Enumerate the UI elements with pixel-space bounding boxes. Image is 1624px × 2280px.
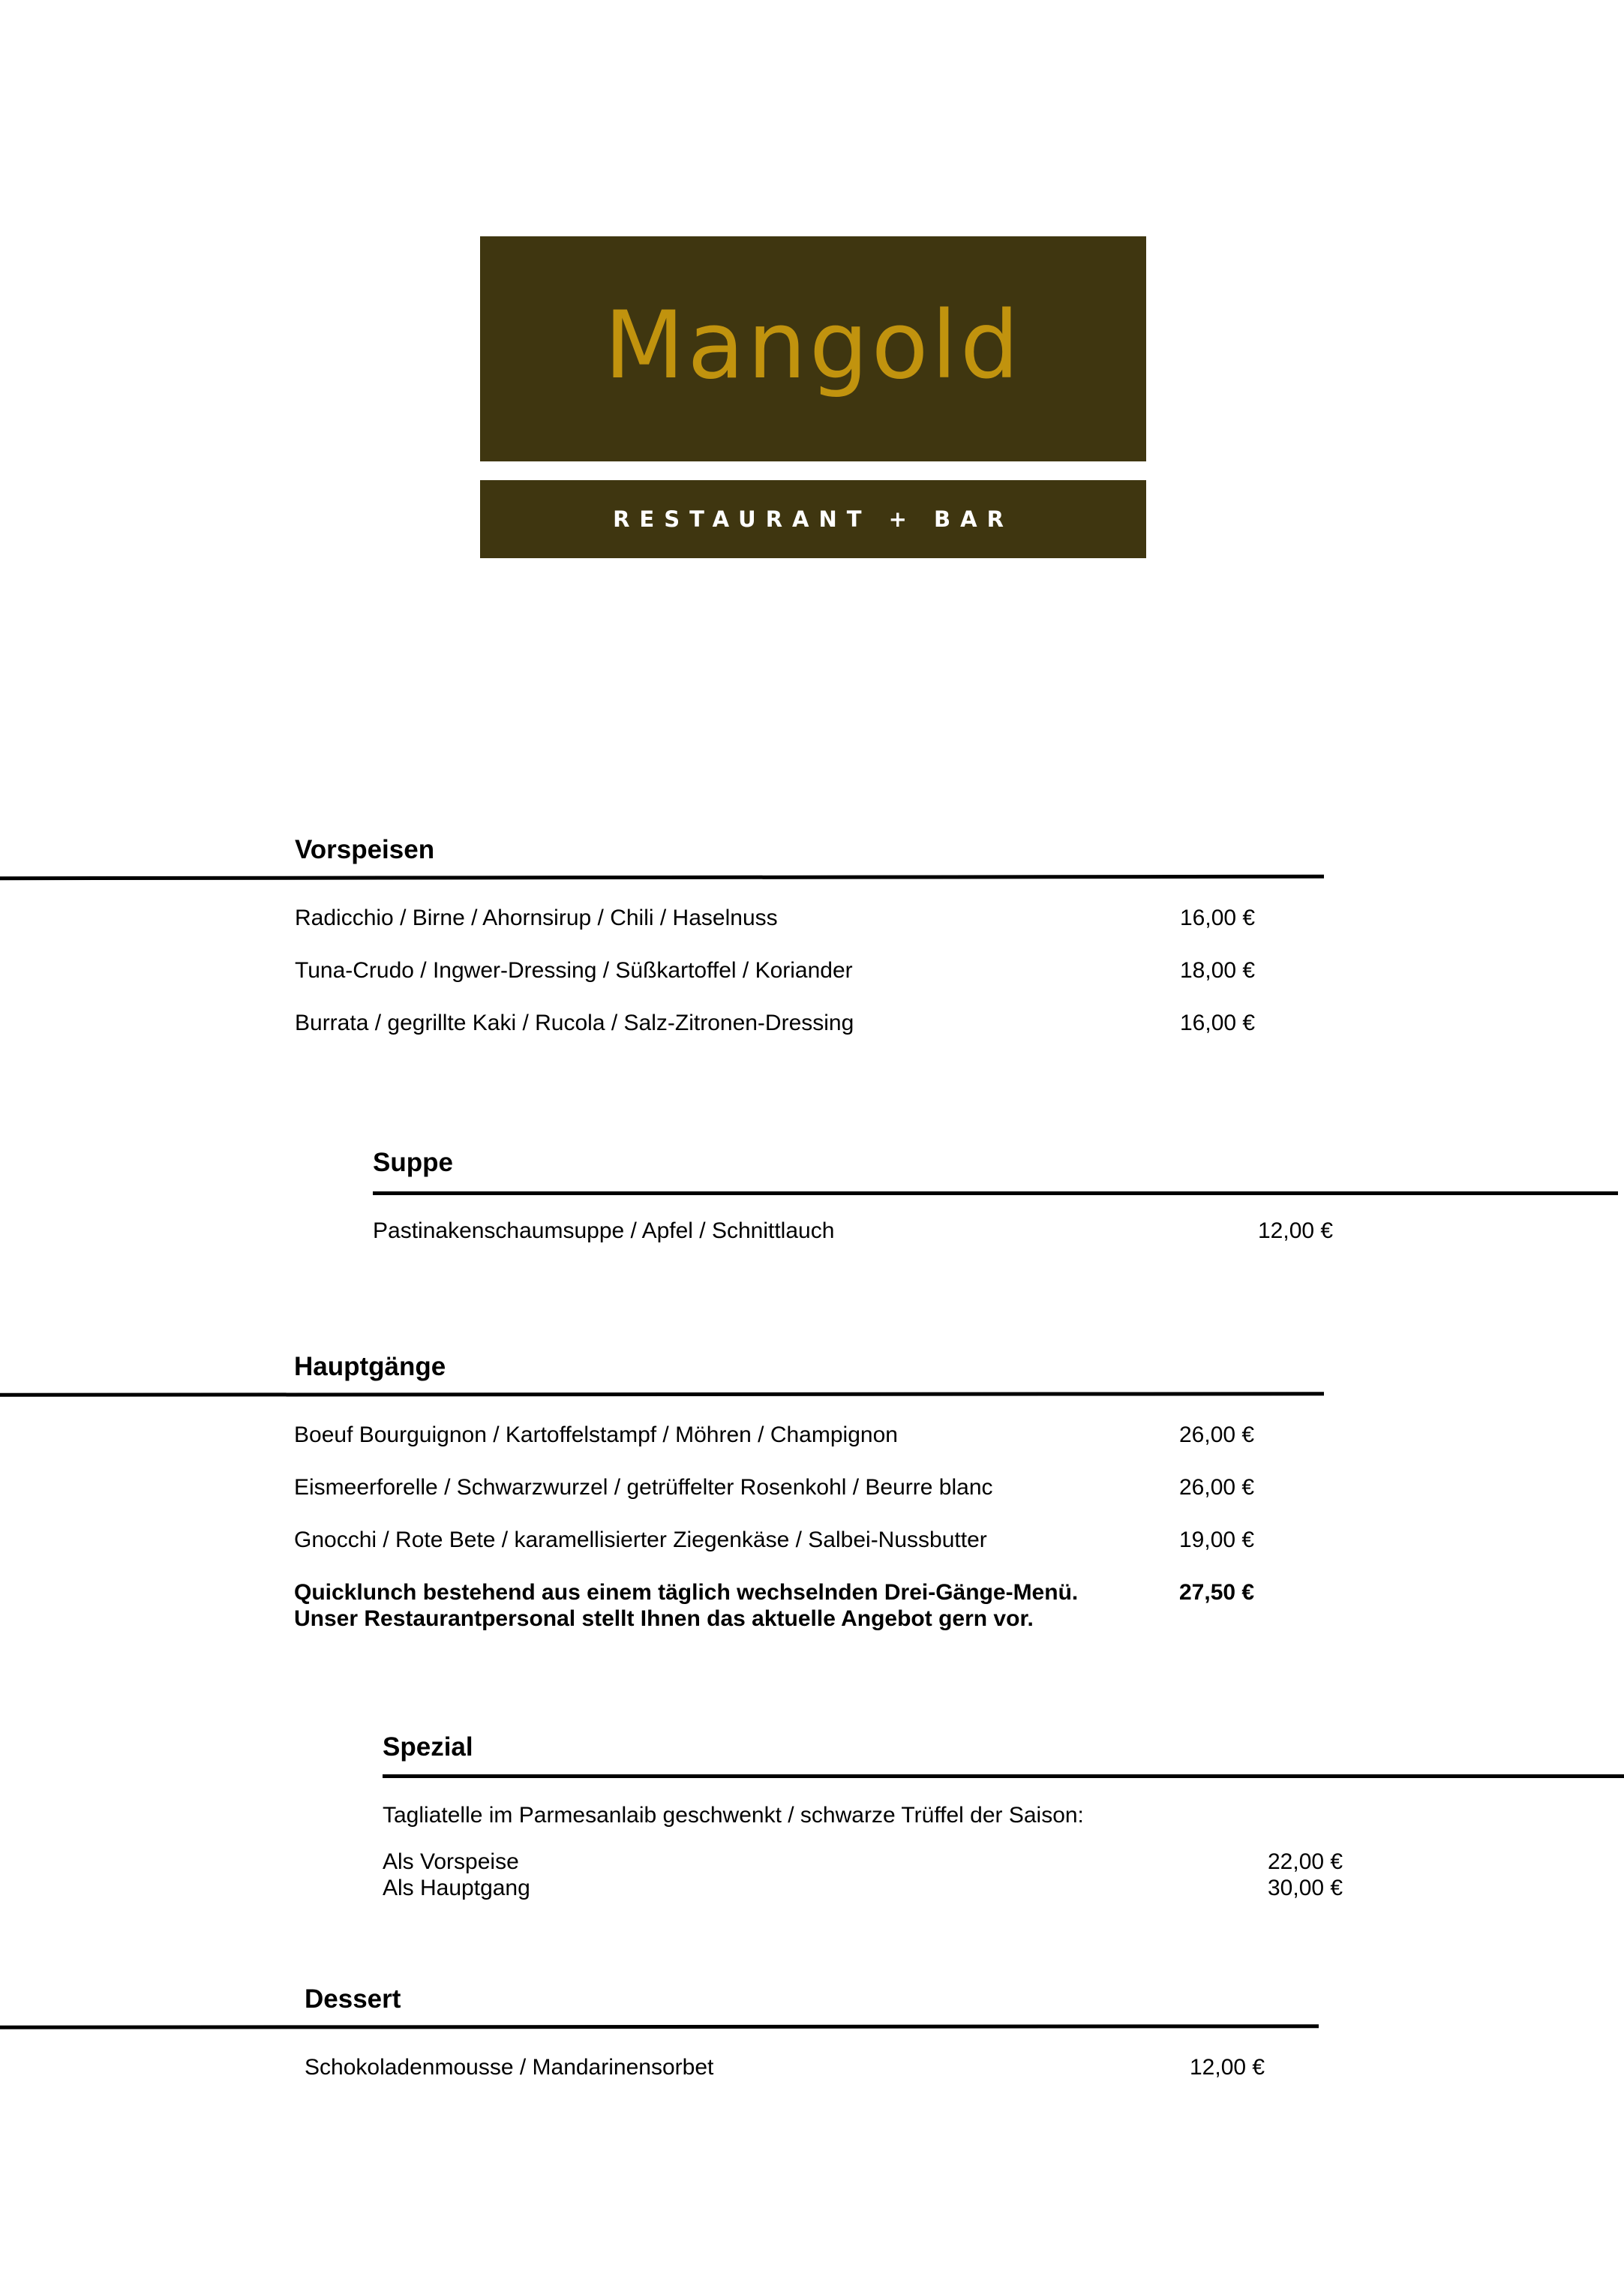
menu-item-price: 26,00 € <box>1179 1422 1255 1447</box>
section-title: Dessert <box>305 1984 401 2014</box>
menu-item-name: Burrata / gegrillte Kaki / Rucola / Salz-Zitronen-Dressing <box>295 1011 854 1035</box>
section-divider <box>0 875 1324 880</box>
menu-item-name: Boeuf Bourguignon / Kartoffelstampf / Möhren / Champignon <box>294 1422 898 1447</box>
logo-tagline: RESTAURANT + BAR <box>613 506 1013 532</box>
menu-item-name: Gnocchi / Rote Bete / karamellisierter Ziegenkäse / Salbei-Nussbutter <box>294 1528 987 1552</box>
quicklunch-line2: Unser Restaurantpersonal stellt Ihnen das aktuelle Angebot gern vor. <box>294 1606 1034 1631</box>
section-title: Spezial <box>383 1732 473 1762</box>
menu-item-name: Radicchio / Birne / Ahornsirup / Chili / Haselnuss <box>295 906 778 930</box>
quicklunch-price: 27,50 € <box>1179 1580 1255 1605</box>
section-title: Vorspeisen <box>295 835 435 864</box>
menu-item-price: 16,00 € <box>1180 1011 1256 1035</box>
spezial-option-price: 22,00 € <box>1268 1849 1343 1874</box>
spezial-option-name: Als Hauptgang <box>383 1876 530 1900</box>
menu-item-price: 12,00 € <box>1190 2055 1265 2080</box>
section-title: Suppe <box>373 1148 453 1177</box>
menu-item-name: Eismeerforelle / Schwarzwurzel / getrüffelter Rosenkohl / Beurre blanc <box>294 1475 993 1500</box>
spezial-description: Tagliatelle im Parmesanlaib geschwenkt / schwarze Trüffel der Saison: <box>383 1803 1084 1828</box>
section-divider <box>373 1191 1618 1195</box>
menu-item-price: 12,00 € <box>1258 1218 1334 1243</box>
quicklunch-line1: Quicklunch bestehend aus einem täglich wechselnden Drei-Gänge-Menü. <box>294 1580 1079 1605</box>
spezial-option-name: Als Vorspeise <box>383 1849 519 1874</box>
menu-item-price: 26,00 € <box>1179 1475 1255 1500</box>
section-title: Hauptgänge <box>294 1352 446 1381</box>
section-divider <box>0 2024 1319 2029</box>
logo-main <box>480 236 1146 461</box>
menu-item-name: Schokoladenmousse / Mandarinensorbet <box>305 2055 714 2080</box>
menu-item-name: Pastinakenschaumsuppe / Apfel / Schnittlauch <box>373 1218 835 1243</box>
menu-item-price: 19,00 € <box>1179 1528 1255 1552</box>
spezial-option-price: 30,00 € <box>1268 1876 1343 1900</box>
menu-item-price: 16,00 € <box>1180 906 1256 930</box>
menu-item-name: Tuna-Crudo / Ingwer-Dressing / Süßkartoffel / Koriander <box>295 958 853 983</box>
logo-name: Mangold <box>604 292 1022 400</box>
section-divider <box>383 1774 1624 1778</box>
menu-item-price: 18,00 € <box>1180 958 1256 983</box>
logo-tagline-bar <box>480 480 1146 558</box>
section-divider <box>0 1392 1324 1397</box>
